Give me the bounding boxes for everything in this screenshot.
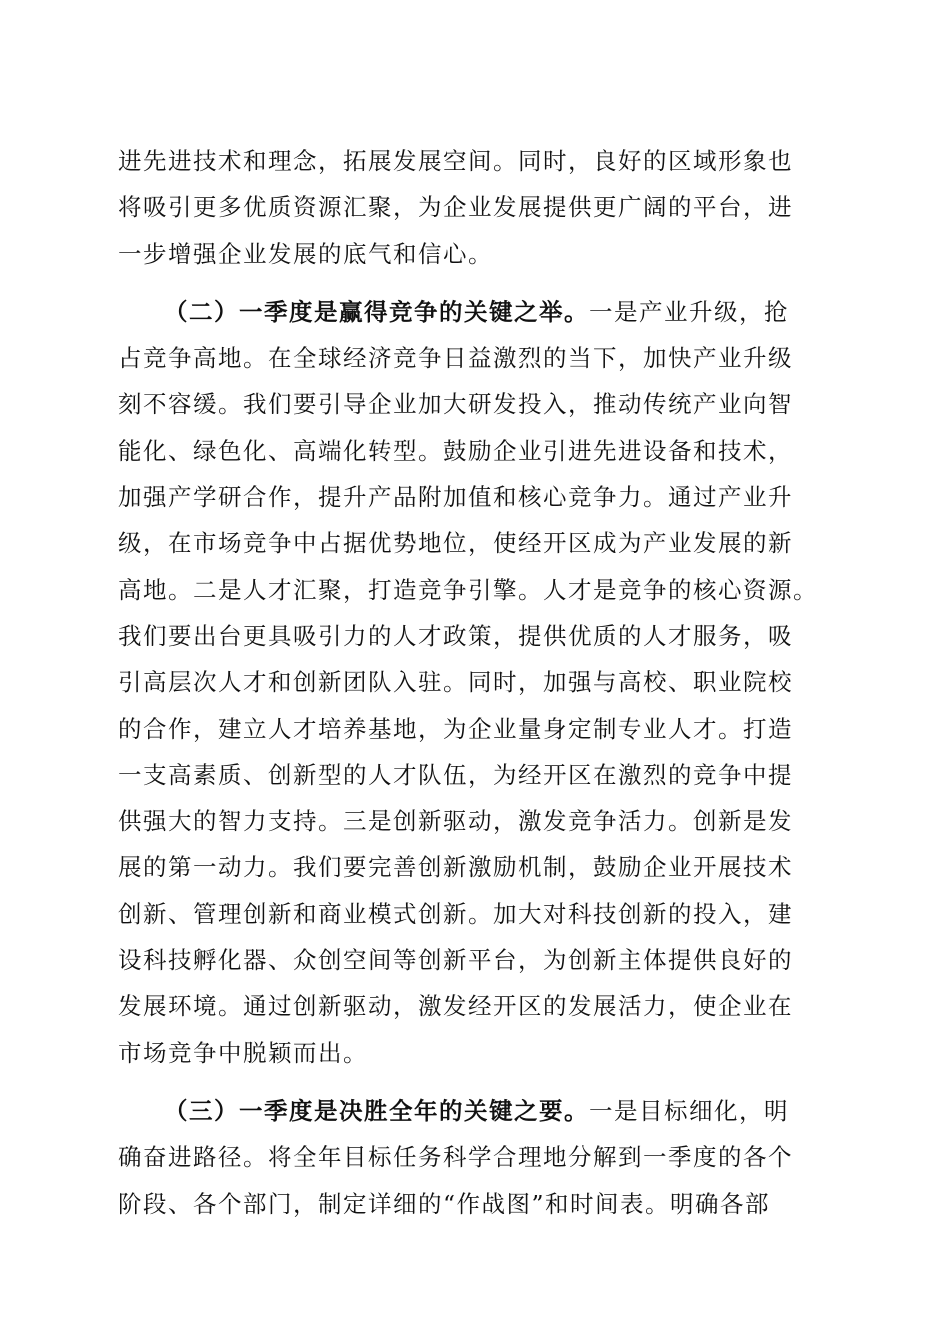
paragraph-line: 设科技孵化器、众创空间等创新平台，为创新主体提供良好的 <box>118 946 793 975</box>
paragraph-line: 发展环境。通过创新驱动，激发经开区的发展活力，使企业在 <box>118 992 793 1021</box>
paragraph-line: 能化、绿色化、高端化转型。鼓励企业引进先进设备和技术， <box>118 436 793 465</box>
paragraph-line: 一支高素质、创新型的人才队伍，为经开区在激烈的竞争中提 <box>118 760 793 789</box>
paragraph-gap <box>118 1076 834 1088</box>
paragraph-line: 进先进技术和理念，拓展发展空间。同时，良好的区域形象也 <box>118 147 793 175</box>
paragraph-line: 引高层次人才和创新团队入驻。同时，加强与高校、职业院校 <box>118 668 793 697</box>
section-heading-3: （三）一季度是决胜全年的关键之要。 <box>164 1096 589 1125</box>
paragraph-gap <box>118 277 834 289</box>
document-body <box>118 138 834 1227</box>
paragraph-line: 的合作，建立人才培养基地，为企业量身定制专业人才。打造 <box>118 714 793 743</box>
paragraph-line: 级，在市场竞争中占据优势地位，使经开区成为产业发展的新 <box>118 529 793 558</box>
paragraph-line: 供强大的智力支持。三是创新驱动，激发竞争活力。创新是发 <box>118 807 793 836</box>
paragraph-line: 我们要出台更具吸引力的人才政策，提供优质的人才服务，吸 <box>118 621 793 650</box>
paragraph-line: 市场竞争中脱颖而出。 <box>118 1038 368 1067</box>
paragraph-line: 高地。二是人才汇聚，打造竞争引擎。人才是竞争的核心资源。 <box>118 575 818 604</box>
paragraph-line: 确奋进路径。将全年目标任务科学合理地分解到一季度的各个 <box>118 1143 793 1172</box>
paragraph-line: 将吸引更多优质资源汇聚，为企业发展提供更广阔的平台，进 <box>118 193 793 222</box>
paragraph-line: 占竞争高地。在全球经济竞争日益激烈的当下，加快产业升级 <box>118 344 793 373</box>
paragraph-line: 创新、管理创新和商业模式创新。加大对科技创新的投入，建 <box>118 899 793 928</box>
paragraph-line: 刻不容缓。我们要引导企业加大研发投入，推动传统产业向智 <box>118 390 793 419</box>
paragraph-line-rest: 一是目标细化，明 <box>589 1096 789 1125</box>
paragraph-first-line <box>118 1088 834 1134</box>
paragraph-line-rest: 一是产业升级，抢 <box>589 297 789 326</box>
paragraph-first-line <box>118 289 834 335</box>
paragraph-line: 加强产学研合作，提升产品附加值和核心竞争力。通过产业升 <box>118 483 793 512</box>
section-heading-2: （二）一季度是赢得竞争的关键之举。 <box>164 297 589 326</box>
paragraph-line: 展的第一动力。我们要完善创新激励机制，鼓励企业开展技术 <box>118 853 793 882</box>
paragraph-line: 一步增强企业发展的底气和信心。 <box>118 239 493 268</box>
paragraph-line: 阶段、各个部门，制定详细的“作战图”和时间表。明确各部 <box>118 1189 771 1218</box>
